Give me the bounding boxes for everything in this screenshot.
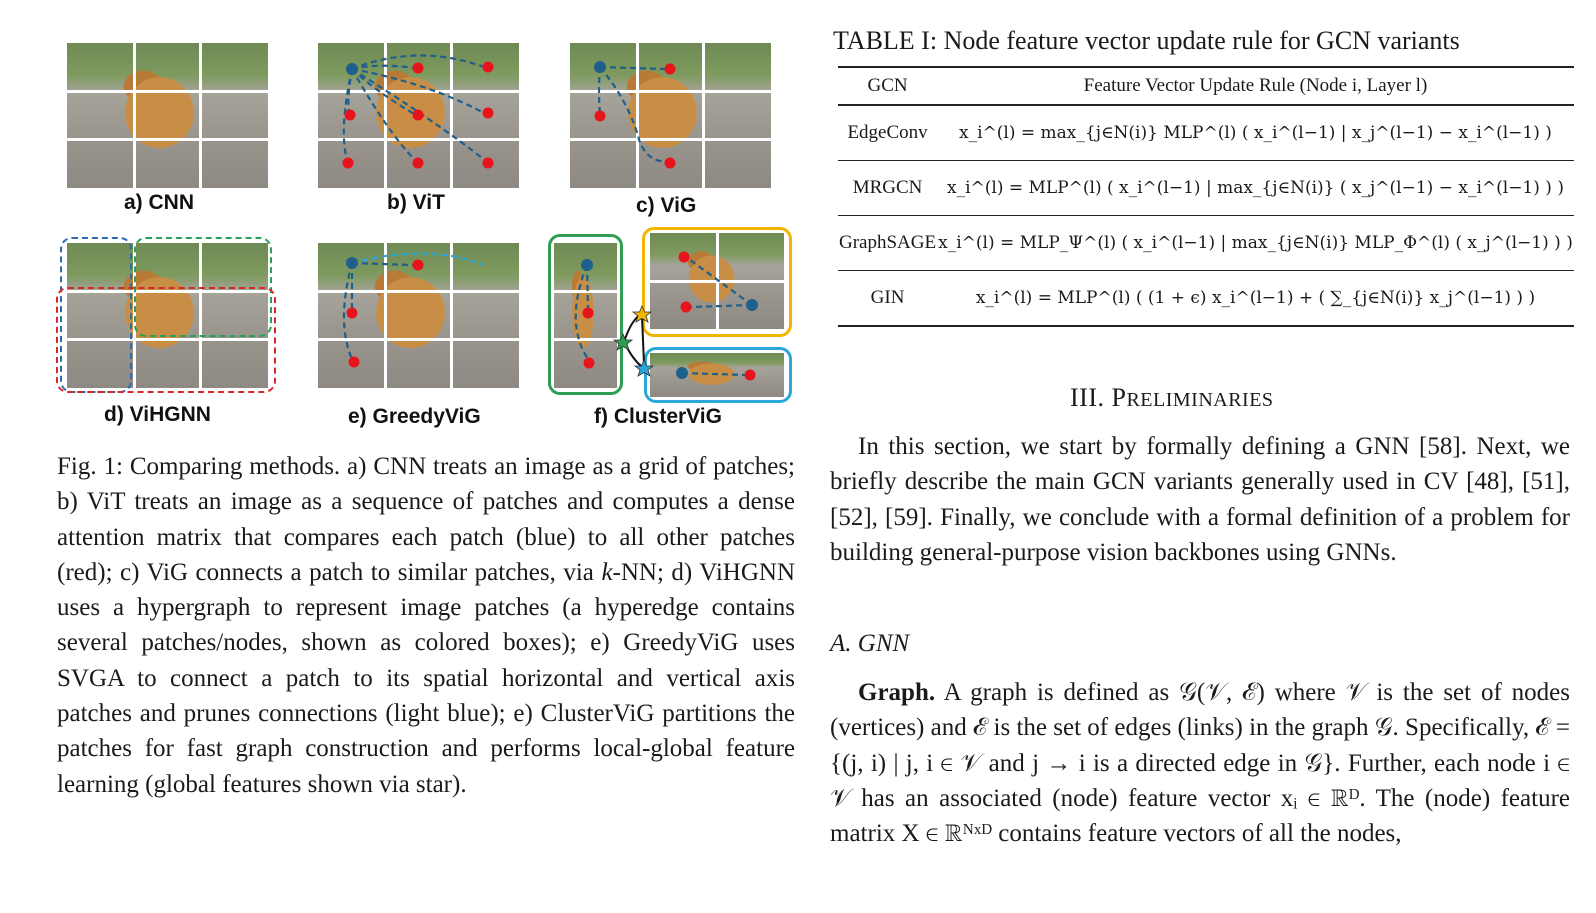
panel-vig-image bbox=[570, 43, 771, 188]
row-rule: x_i^(l) = MLP^(l) ( x_i^(l−1) | max_{j∈N(i)} ( x_j^(l−1) − x_i^(l−1) ) ) bbox=[937, 161, 1574, 216]
panel-vit-image bbox=[318, 43, 519, 188]
cluster-blue-edges bbox=[650, 353, 784, 397]
hyperedge-red-box bbox=[56, 287, 276, 393]
panel-label-greedyvig: e) GreedyViG bbox=[348, 405, 481, 428]
table-caption: TABLE I: Node feature vector update rule for GCN variants bbox=[833, 26, 1460, 55]
table-row bbox=[838, 216, 1574, 271]
row-rule: x_i^(l) = max_{j∈N(i)} MLP^(l) ( x_i^(l−1) | x_j^(l−1) − x_i^(l−1) ) bbox=[937, 105, 1574, 161]
gcn-update-rule-table bbox=[838, 66, 1574, 327]
cluster-blue-patches bbox=[650, 353, 784, 397]
star-green-icon bbox=[614, 334, 632, 350]
panel-label-vig: c) ViG bbox=[636, 194, 697, 217]
table-row bbox=[838, 161, 1574, 216]
graph-lead: Graph. bbox=[858, 679, 936, 706]
row-name: MRGCN bbox=[838, 161, 937, 216]
section-title-initial: P bbox=[1111, 383, 1127, 412]
caption-text-2: -NN; d) ViHGNN uses a hypergraph to represent image patches (a hyperedge contains several patches/nodes, shown as colored boxes); e) GreedyViG uses SVGA to connect a patch to its spatial horizontal and vertical axis patches and prunes connections (light blue); e) ClusterViG partitions the patches for fast graph construction and performs local-global feature learning (global features shown via star). bbox=[57, 558, 796, 798]
panel-label-vihgnn: d) ViHGNN bbox=[104, 403, 211, 426]
panel-label-cnn: a) CNN bbox=[124, 191, 195, 214]
figure-caption bbox=[57, 449, 795, 802]
row-name: GIN bbox=[838, 271, 937, 327]
patch-grid bbox=[67, 43, 268, 188]
caption-text-1: Comparing methods. a) CNN treats an image as a grid of patches; b) ViT treats an image as a sequence of patches and computes a dense attention matrix that compares each patch (blue) to all other patches (red); c) ViG connects a patch to similar patches, via bbox=[57, 453, 796, 586]
header-update-rule: Feature Vector Update Rule (Node i, Layer l) bbox=[937, 67, 1574, 105]
vit-attention-edges bbox=[318, 43, 519, 188]
greedyvig-svga-edges bbox=[318, 243, 519, 388]
row-rule: x_i^(l) = MLP_Ψ^(l) ( x_i^(l−1) | max_{j∈N(i)} MLP_Φ^(l) ( x_j^(l−1) ) ) bbox=[937, 216, 1574, 271]
table-row bbox=[838, 105, 1574, 161]
section-title bbox=[1070, 383, 1274, 413]
panel-greedyvig-image bbox=[318, 243, 519, 388]
header-gcn: GCN bbox=[838, 67, 937, 105]
graph-text: A graph is defined as 𝒢(𝒱, ℰ) where 𝒱 is the set of nodes (vertices) and ℰ is the set of edges (links) in the graph 𝒢. Specifically, ℰ = {(j, i) | j, i ∈ 𝒱 and j → i is a directed edge in 𝒢}. Further, each node i ∈ 𝒱 has an associated (node) feature vector xᵢ ∈ ℝᴰ. The (node) feature matrix X ∈ ℝᴺˣᴰ contains feature vectors of all the nodes, bbox=[830, 679, 1571, 848]
table-row bbox=[838, 271, 1574, 327]
row-rule: x_i^(l) = MLP^(l) ( (1 + ϵ) x_i^(l−1) + ( ∑_{j∈N(i)} x_j^(l−1) ) ) bbox=[937, 271, 1574, 327]
caption-prefix: Fig. 1: bbox=[57, 453, 123, 480]
section-title-rest: RELIMINARIES bbox=[1126, 389, 1274, 411]
subsection-title: A. GNN bbox=[830, 630, 910, 657]
table-header-row bbox=[838, 67, 1574, 105]
panel-label-vit: b) ViT bbox=[387, 191, 445, 214]
global-feature-stars bbox=[608, 300, 658, 380]
row-name: GraphSAGE bbox=[838, 216, 937, 271]
cluster-yellow-patches bbox=[650, 233, 784, 329]
section-intro-paragraph: In this section, we start by formally defining a GNN [58]. Next, we briefly describe the main GCN variants generally used in CV [48], [51], [52], [59]. Finally, we conclude with a formal definition of a problem for building general-purpose vision backbones using GNNs. bbox=[830, 433, 1570, 566]
section-number: III. bbox=[1070, 383, 1105, 412]
panel-label-clustervig: f) ClusterViG bbox=[594, 405, 722, 428]
vig-knn-edges bbox=[570, 43, 771, 188]
panel-cnn-image bbox=[67, 43, 268, 188]
cluster-yellow-edges bbox=[650, 233, 784, 329]
graph-paragraph bbox=[830, 675, 1570, 851]
caption-k: k bbox=[601, 558, 613, 586]
row-name: EdgeConv bbox=[838, 105, 937, 161]
